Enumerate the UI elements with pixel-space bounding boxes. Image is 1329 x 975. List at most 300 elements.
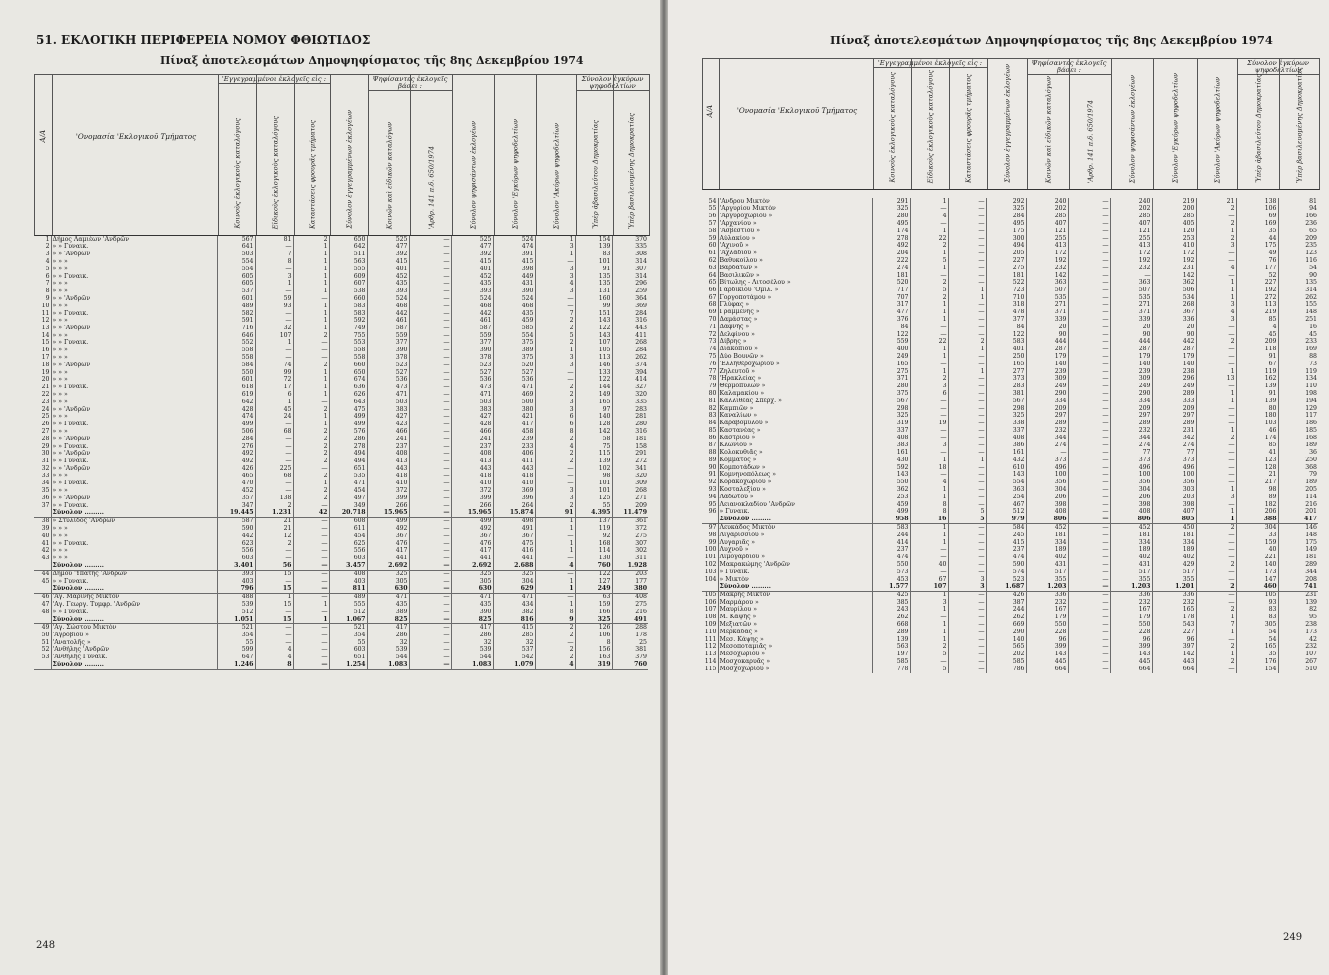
value-cell: 325 (872, 412, 910, 419)
value-cell: 314 (1278, 287, 1318, 294)
value-cell: — (293, 354, 329, 361)
value-cell: 289 (1026, 420, 1068, 427)
value-cell: 237 (451, 443, 493, 450)
section-name-cell: Σύνολον ......... (51, 585, 217, 593)
value-cell: — (1068, 228, 1110, 235)
value-cell: 454 (329, 533, 367, 540)
value-cell: 181 (612, 436, 648, 443)
value-cell: 139 (872, 636, 910, 643)
value-cell: — (409, 317, 451, 324)
value-cell: 474 (872, 554, 910, 561)
value-cell: 101 (575, 258, 612, 265)
value-cell: 386 (986, 442, 1026, 449)
value-cell: — (1068, 457, 1110, 464)
value-cell: 175 (1278, 539, 1318, 546)
value-cell: 167 (1026, 606, 1068, 613)
value-cell: 209 (1110, 405, 1152, 412)
section-name-cell: Δελφίνου » (718, 331, 872, 338)
value-cell: 382 (493, 609, 535, 616)
value-cell: 559 (872, 338, 910, 345)
value-cell: 262 (872, 614, 910, 621)
value-cell: 7 (255, 251, 293, 258)
value-cell: 168 (1278, 435, 1318, 442)
value-cell: — (1068, 508, 1110, 515)
table-row (702, 464, 1318, 471)
value-cell: 320 (612, 473, 648, 480)
section-name-cell: Κολοκυθιᾶς » (718, 449, 872, 456)
value-cell: — (1068, 346, 1110, 353)
value-cell: 499 (872, 508, 910, 515)
table-row (34, 421, 648, 428)
value-cell: 393 (451, 288, 493, 295)
value-cell: 8 (255, 258, 293, 265)
value-cell: — (1196, 442, 1236, 449)
value-cell: — (409, 661, 451, 669)
value-cell: 349 (329, 502, 367, 509)
value-cell: 222 (872, 257, 910, 264)
value-cell: 583 (986, 338, 1026, 345)
value-cell: 344 (1278, 569, 1318, 576)
value-cell: — (948, 636, 986, 643)
table-row (702, 576, 1318, 583)
value-cell: 169 (1278, 346, 1318, 353)
value-cell: 2 (1196, 561, 1236, 568)
value-cell: — (1068, 479, 1110, 486)
value-cell: 241 (367, 436, 409, 443)
left-results-table (34, 236, 648, 670)
value-cell: — (1068, 449, 1110, 456)
value-cell: 8 (535, 428, 575, 435)
section-name-cell: » » » (51, 547, 217, 554)
value-cell: 1 (910, 228, 948, 235)
value-cell: 74 (255, 362, 293, 369)
row-number (34, 661, 51, 669)
value-cell: 169 (1236, 220, 1278, 227)
value-cell: 300 (986, 235, 1026, 242)
row-number: 113 (704, 650, 717, 658)
table-row (702, 375, 1318, 382)
table-row (34, 332, 648, 339)
value-cell: 527 (493, 369, 535, 376)
value-cell: 1 (535, 540, 575, 547)
value-cell: 8 (575, 639, 612, 646)
value-cell: — (535, 369, 575, 376)
value-cell: 496 (1110, 464, 1152, 471)
value-cell: 32 (255, 325, 293, 332)
value-cell: — (948, 235, 986, 242)
value-cell: 81 (255, 236, 293, 243)
value-cell: — (948, 569, 986, 576)
value-cell: 539 (451, 646, 493, 653)
value-cell: 32 (451, 639, 493, 646)
value-cell: — (948, 658, 986, 665)
value-cell: 553 (329, 339, 367, 346)
value-cell: 381 (612, 646, 648, 653)
value-cell: — (1068, 643, 1110, 650)
value-cell: 121 (1110, 228, 1152, 235)
table-row (702, 591, 1318, 599)
value-cell: 442 (451, 310, 493, 317)
value-cell: 522 (986, 279, 1026, 286)
section-name-cell: Λυχνοῦ » (718, 546, 872, 553)
value-cell: 143 (1026, 651, 1068, 658)
value-cell: 227 (1152, 629, 1196, 636)
value-cell: 271 (1026, 301, 1068, 308)
value-cell: 192 (1152, 257, 1196, 264)
value-cell: — (948, 561, 986, 568)
row-number: 52 (41, 646, 50, 654)
value-cell: — (255, 578, 293, 585)
value-cell: 240 (1026, 198, 1068, 205)
row-number: 44 (41, 570, 50, 578)
value-cell: 550 (872, 561, 910, 568)
value-cell: 297 (1152, 412, 1196, 419)
value-cell: 262 (986, 614, 1026, 621)
row-number: 37 (41, 502, 50, 509)
value-cell: 417 (367, 547, 409, 554)
value-cell: 316 (612, 428, 648, 435)
value-cell: 503 (217, 251, 255, 258)
section-name-cell: 'Ανδρου Μικτὸν (718, 198, 872, 205)
value-cell: 41 (1236, 449, 1278, 456)
table-row (34, 413, 648, 420)
row-number: 59 (708, 234, 717, 242)
value-cell: — (255, 450, 293, 457)
value-cell: 128 (575, 421, 612, 428)
section-name-cell: » » Γυναικ. (51, 421, 217, 428)
value-cell: — (1068, 442, 1110, 449)
value-cell: 496 (1026, 464, 1068, 471)
value-cell: 8 (910, 508, 948, 515)
section-name-cell: Καλαμακίου » (718, 390, 872, 397)
value-cell: — (1068, 235, 1110, 242)
value-cell: 402 (1026, 554, 1068, 561)
row-number: 41 (41, 540, 50, 547)
section-name-cell: » » » (51, 428, 217, 435)
value-cell: 264 (493, 502, 535, 509)
value-cell: 1 (293, 601, 329, 608)
value-cell: — (409, 310, 451, 317)
value-cell: 1 (910, 591, 948, 599)
value-cell: — (1068, 279, 1110, 286)
value-cell: 523 (451, 362, 493, 369)
value-cell: 556 (329, 547, 367, 554)
value-cell: 159 (575, 601, 612, 608)
value-cell: 1 (293, 280, 329, 287)
table-row (702, 666, 1318, 673)
value-cell: 413 (1110, 242, 1152, 249)
value-cell: — (1196, 666, 1236, 673)
table-row (34, 310, 648, 317)
section-name-cell: 'Αχινοῦ » (718, 242, 872, 249)
section-name-cell: Καλλιθέας Σπερχ. » (718, 398, 872, 405)
value-cell: 114 (1278, 494, 1318, 501)
column-total-voters-right: Σύνολον ψηφισάντων ἐκλογέων (1128, 74, 1137, 183)
value-cell: 441 (493, 555, 535, 562)
value-cell: 3.457 (329, 562, 367, 570)
value-cell: 1 (535, 347, 575, 354)
value-cell: 629 (493, 585, 535, 593)
value-cell: 56 (255, 562, 293, 570)
value-cell: 1 (293, 391, 329, 398)
section-name-cell: » » Γυναικ. (51, 609, 217, 616)
row-number: 4 (45, 258, 50, 265)
column-general-lists-right: Κοινοὺς ἐκλογικοὺς καταλόγους (888, 72, 897, 183)
value-cell: 402 (1110, 554, 1152, 561)
value-cell: 583 (329, 303, 367, 310)
value-cell: 4 (535, 562, 575, 570)
value-cell: 399 (1026, 643, 1068, 650)
value-cell: 550 (217, 369, 255, 376)
value-cell: 380 (493, 406, 535, 413)
value-cell: 539 (367, 646, 409, 653)
value-cell: 643 (329, 399, 367, 406)
value-cell: 206 (1110, 494, 1152, 501)
value-cell: 527 (367, 369, 409, 376)
section-name-cell: Ζηλευτοῦ » (718, 368, 872, 375)
value-cell: 179 (1026, 353, 1068, 360)
column-section-name: 'Ονομασία 'Εκλογικοῦ Τμήματος (75, 132, 197, 141)
value-cell: 156 (575, 646, 612, 653)
row-number: 40 (41, 532, 50, 540)
value-cell: — (1196, 361, 1236, 368)
value-cell: — (409, 609, 451, 616)
value-cell: 12 (255, 533, 293, 540)
row-number: 96 (708, 508, 717, 515)
value-cell: 3 (910, 599, 948, 606)
value-cell: 372 (367, 487, 409, 494)
value-cell: 143 (986, 471, 1026, 478)
value-cell: 408 (872, 435, 910, 442)
section-name-cell: » » Γυναικ. (51, 243, 217, 250)
value-cell: 512 (329, 609, 367, 616)
value-cell: 206 (1026, 494, 1068, 501)
value-cell: 380 (612, 585, 648, 593)
value-cell: 3 (535, 487, 575, 494)
value-cell: — (948, 643, 986, 650)
value-cell: 495 (872, 220, 910, 227)
value-cell: 5 (910, 666, 948, 673)
value-cell: 1 (535, 585, 575, 593)
table-row (34, 555, 648, 562)
table-row (702, 486, 1318, 493)
row-number: 111 (704, 636, 717, 643)
value-cell: 2 (535, 436, 575, 443)
value-cell: 979 (986, 516, 1026, 524)
value-cell: — (409, 362, 451, 369)
value-cell: — (1196, 569, 1236, 576)
value-cell: 280 (872, 213, 910, 220)
value-cell: 1 (910, 532, 948, 539)
value-cell: 118 (1236, 346, 1278, 353)
value-cell: 356 (1026, 479, 1068, 486)
value-cell: 432 (986, 457, 1026, 464)
value-cell: 592 (329, 317, 367, 324)
value-cell: 278 (329, 443, 367, 450)
value-cell: 165 (986, 361, 1026, 368)
value-cell: — (293, 578, 329, 585)
value-cell: 139 (1236, 383, 1278, 390)
value-cell: 499 (217, 421, 255, 428)
value-cell: 113 (1236, 301, 1278, 308)
value-cell: 4 (255, 646, 293, 653)
value-cell: 19 (910, 420, 948, 427)
value-cell: 91 (575, 266, 612, 273)
value-cell: — (409, 354, 451, 361)
section-name-cell: » » » (51, 399, 217, 406)
section-name-cell: » » » (51, 376, 217, 383)
value-cell: 249 (1026, 383, 1068, 390)
value-cell: 17 (255, 384, 293, 391)
value-cell: 2 (910, 375, 948, 382)
value-cell: — (948, 651, 986, 658)
value-cell: 1 (293, 251, 329, 258)
value-cell: 461 (451, 317, 493, 324)
value-cell: — (535, 258, 575, 265)
value-cell: 373 (986, 375, 1026, 382)
value-cell: 426 (986, 591, 1026, 599)
value-cell: 253 (872, 494, 910, 501)
value-cell: 143 (575, 317, 612, 324)
value-cell: 6 (910, 390, 948, 397)
value-cell: — (293, 540, 329, 547)
value-cell: 40 (910, 561, 948, 568)
value-cell: — (1196, 346, 1236, 353)
row-number: 53 (41, 653, 50, 661)
value-cell: 192 (1236, 287, 1278, 294)
value-cell: 506 (217, 428, 255, 435)
value-cell: 468 (367, 303, 409, 310)
table-row (34, 243, 648, 250)
value-cell: — (1068, 494, 1110, 501)
value-cell: — (1068, 316, 1110, 323)
value-cell: 642 (329, 243, 367, 250)
value-cell: 355 (1110, 576, 1152, 583)
value-cell: 21 (255, 525, 293, 532)
value-cell: 161 (872, 449, 910, 456)
value-cell: 227 (1236, 279, 1278, 286)
value-cell: 1 (1196, 294, 1236, 301)
value-cell: 417 (1278, 516, 1318, 524)
value-cell: 1 (1196, 398, 1236, 405)
value-cell: 2.692 (367, 562, 409, 570)
value-cell: — (409, 406, 451, 413)
value-cell: — (1068, 546, 1110, 553)
value-cell: 392 (451, 251, 493, 258)
value-cell: 88 (1278, 353, 1318, 360)
value-cell: 45 (1236, 331, 1278, 338)
value-cell: 232 (1110, 599, 1152, 606)
value-cell: 563 (872, 643, 910, 650)
table-row (34, 436, 648, 443)
value-cell: 275 (612, 601, 648, 608)
value-cell: 524 (493, 295, 535, 302)
value-cell: 417 (451, 624, 493, 632)
value-cell: 176 (1236, 658, 1278, 665)
value-cell: 400 (872, 346, 910, 353)
value-cell: 276 (217, 443, 255, 450)
table-row (702, 272, 1318, 279)
section-name-cell: Δαμάστας » (718, 316, 872, 323)
value-cell: 476 (451, 540, 493, 547)
value-cell: — (409, 251, 451, 258)
value-cell: 107 (255, 332, 293, 339)
table-row (34, 450, 648, 457)
value-cell: — (255, 458, 293, 465)
value-cell: 284 (986, 213, 1026, 220)
row-number: 100 (704, 546, 717, 553)
value-cell: 591 (217, 317, 255, 324)
value-cell: 2 (1196, 643, 1236, 650)
section-name-cell: » » Γυναικ. (51, 540, 217, 547)
value-cell: — (1068, 398, 1110, 405)
value-cell: — (1196, 554, 1236, 561)
row-number (34, 616, 51, 624)
row-number: 31 (41, 457, 50, 465)
value-cell: 388 (1236, 516, 1278, 524)
value-cell: 113 (575, 354, 612, 361)
row-number: 19 (41, 369, 50, 376)
value-cell: — (1068, 464, 1110, 471)
value-cell: — (948, 442, 986, 449)
value-cell: 1 (293, 310, 329, 317)
value-cell: 129 (1278, 405, 1318, 412)
table-row (702, 250, 1318, 257)
value-cell: 3 (255, 273, 293, 280)
value-cell: 304 (493, 578, 535, 585)
section-name-cell: » » » (51, 473, 217, 480)
value-cell: 435 (367, 280, 409, 287)
value-cell: 289 (1110, 420, 1152, 427)
value-cell: 535 (1110, 294, 1152, 301)
value-cell: — (255, 266, 293, 273)
value-cell: — (1068, 532, 1110, 539)
row-number: 60 (708, 242, 717, 249)
value-cell: 554 (217, 258, 255, 265)
value-cell: 576 (329, 428, 367, 435)
value-cell: 275 (872, 368, 910, 375)
section-name-cell: Λυγαριᾶς » (718, 539, 872, 546)
value-cell: — (293, 654, 329, 661)
value-cell: — (1068, 294, 1110, 301)
section-name-cell: » » » (51, 487, 217, 494)
value-cell: — (293, 547, 329, 554)
row-number: 1 (45, 236, 50, 243)
value-cell: 101 (575, 487, 612, 494)
value-cell: 123 (1278, 250, 1318, 257)
value-cell: 377 (986, 316, 1026, 323)
value-cell: 162 (1236, 375, 1278, 382)
column-valid-ballots: Σύνολον 'Εγκύρων ψηφοδελτίων (511, 118, 520, 229)
value-cell: 237 (986, 546, 1026, 553)
value-cell: 209 (1152, 405, 1196, 412)
value-cell: 103 (1236, 420, 1278, 427)
value-cell: 96 (1110, 636, 1152, 643)
row-number: 74 (708, 345, 717, 353)
value-cell: 492 (872, 242, 910, 249)
row-number: 61 (708, 249, 717, 257)
table-row (702, 390, 1318, 397)
value-cell: 268 (612, 339, 648, 346)
table-row (34, 609, 648, 616)
value-cell: 114 (575, 547, 612, 554)
value-cell: 535 (1026, 294, 1068, 301)
value-cell: 142 (1152, 272, 1196, 279)
value-cell: 275 (612, 533, 648, 540)
value-cell: — (948, 205, 986, 212)
section-name-cell: Κομποτάδων » (718, 464, 872, 471)
value-cell: — (409, 303, 451, 310)
